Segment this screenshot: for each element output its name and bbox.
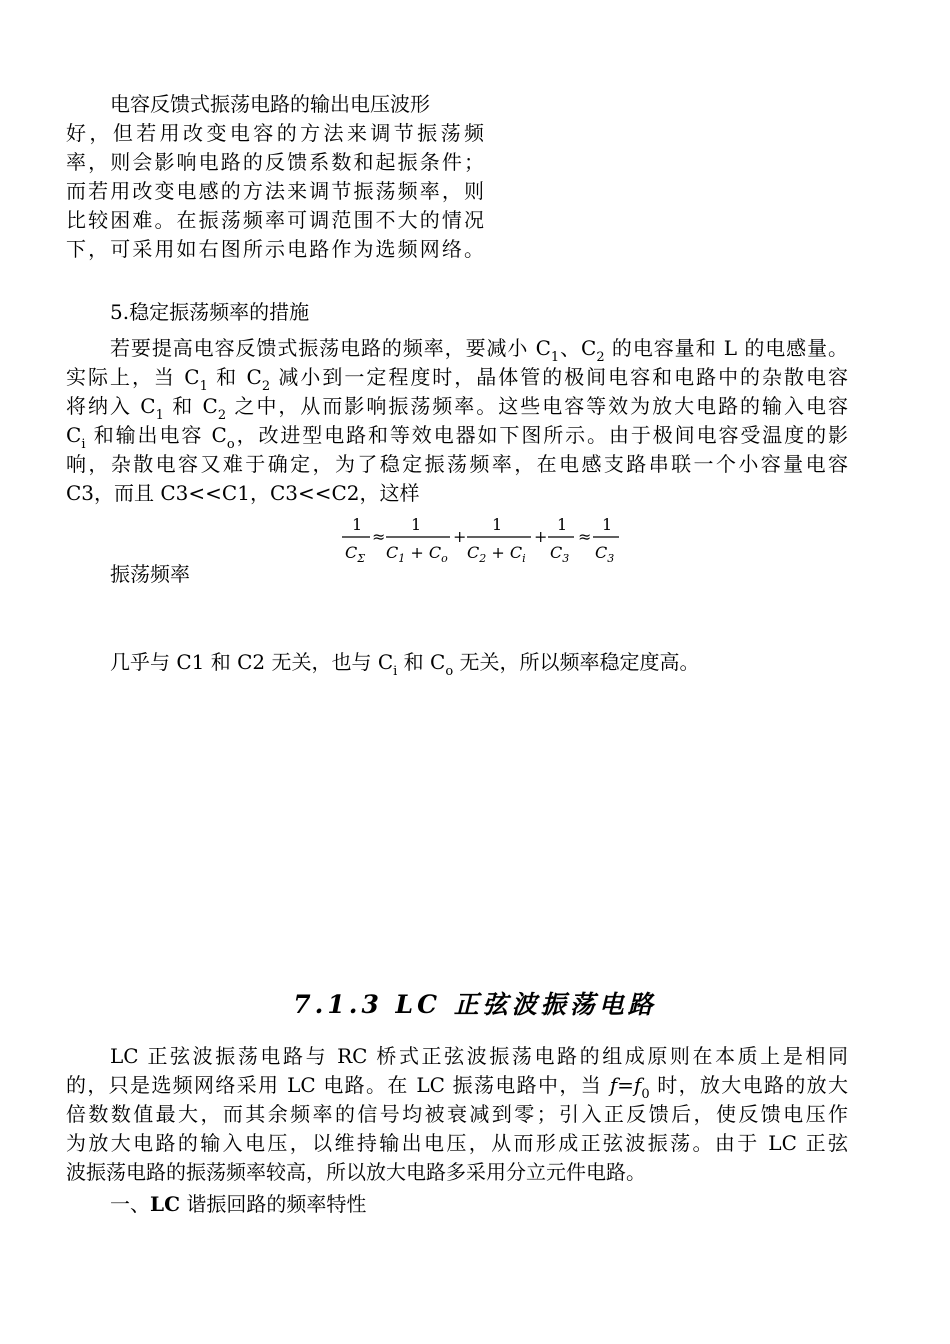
formula-approx: ≈ [372, 527, 386, 546]
lc-line-2: 的，只是选频网络采用 LC 电路。在 LC 振荡电路中，当 $f=f_0$ 时，放大电路的放大 [66, 1073, 848, 1102]
para1-line-2: 好，但若用改变电容的方法来调节振荡频 [66, 121, 484, 145]
section5-line-1: 若要提高电容反馈式振荡电路的频率，要减小 $C_1$、$C_2$ 的电容量和 L 的电感量。 [110, 336, 848, 365]
section-heading: 7.1.3 LC 正弦波振荡电路 [293, 990, 657, 1019]
lc-line-5: 波振荡电路的振荡频率较高，所以放大电路多采用分立元件电路。 [66, 1160, 646, 1184]
formula-denominator: $C_\Sigma$ [345, 543, 366, 565]
section-title: 5.稳定振荡频率的措施 [110, 300, 310, 324]
section5-line-3: 将纳入 $C_1$ 和 $C_2$ 之中，从而影响振荡频率。这些电容等效为放大电路的输入电容 [66, 394, 848, 423]
formula-numerator: 1 [492, 515, 503, 534]
sub-heading: 一、LC 谐振回路的频率特性 [110, 1192, 367, 1216]
freq-label: 振荡频率 [110, 562, 190, 586]
formula-numerator: 1 [557, 515, 568, 534]
formula [340, 510, 630, 568]
lc-line-4: 为放大电路的输入电压，以维持输出电压，从而形成正弦波振荡。由于 LC 正弦 [66, 1131, 848, 1155]
formula-numerator: 1 [411, 515, 422, 534]
formula-denominator: $C_3$ [595, 543, 615, 565]
formula-numerator: 1 [352, 515, 363, 534]
para1-line-4: 而若用改变电感的方法来调节振荡频率，则 [66, 179, 484, 203]
formula-plus: + [453, 527, 467, 546]
para1-line-1: 电容反馈式振荡电路的输出电压波形 [110, 92, 430, 116]
section5-line-2: 实际上，当 $C_1$ 和 $C_2$ 减小到一定程度时，晶体管的极间电容和电路中的杂散电容 [66, 365, 848, 394]
section5-line-5: 响，杂散电容又难于确定，为了稳定振荡频率，在电感支路串联一个小容量电容 [66, 452, 848, 476]
formula-numerator: 1 [602, 515, 613, 534]
para1-line-5: 比较困难。在振荡频率可调范围不大的情况 [66, 208, 484, 232]
section5-line-7: 几乎与 C1 和 C2 无关，也与 $C_i$ 和 $C_o$ 无关，所以频率稳定度高。 [110, 650, 700, 679]
formula-plus: + [534, 527, 548, 546]
formula-denominator: $C_3$ [550, 543, 570, 565]
section5-line-4: $C_i$ 和输出电容 $C_o$，改进型电路和等效电器如下图所示。由于极间电容受温度的影 [66, 423, 848, 452]
para1-line-3: 率，则会影响电路的反馈系数和起振条件； [66, 150, 484, 174]
formula-denominator: $C_1 + C_o$ [386, 543, 448, 565]
para1-line-6: 下，可采用如右图所示电路作为选频网络。 [66, 237, 484, 261]
formula-approx: ≈ [578, 527, 592, 546]
lc-line-3: 倍数数值最大，而其余频率的信号均被衰减到零；引入正反馈后，使反馈电压作 [66, 1102, 848, 1126]
section5-line-6: C3，而且 C3<<C1，C3<<C2，这样 [66, 481, 420, 505]
lc-line-1: LC 正弦波振荡电路与 RC 桥式正弦波振荡电路的组成原则在本质上是相同 [110, 1044, 848, 1068]
formula-denominator: $C_2 + C_i$ [467, 543, 526, 565]
